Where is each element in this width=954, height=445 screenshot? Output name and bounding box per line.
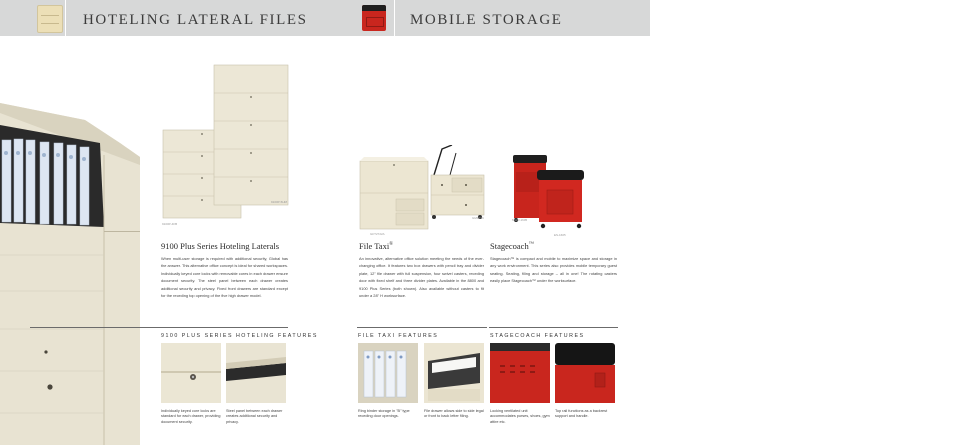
section-rule [30,327,288,328]
product-title-file-taxi: File Taxi® [359,241,393,251]
section-rule [357,327,487,328]
ventilated-unit-feature-photo [490,343,550,403]
product-code: ES-1605 [554,233,566,237]
product-description-laterals: When multi-user storage is required with additional security, Global has the answer. This alternative office concept is ideal for shared workspaces. Individually keyed core locks with removable cores in each drawer ensure document security. The steel panel between each drawer creates additional security and privacy. Fixed front drawers are standard except for the receding top opening of the five high drawer model. [161,256,288,299]
features-heading-file-taxi: FILE TAXI FEATURES [358,333,439,339]
steel-panel-feature-photo [226,343,286,403]
lateral-file-thumbnail-icon [37,5,63,33]
file-taxi-photo-large [428,145,486,220]
product-title-laterals: 9100 Plus Series Hoteling Laterals [161,241,280,251]
feature-caption: Locking ventilated unit accommodates purses, shoes, gym attire etc. [490,409,550,424]
header-bar [0,0,650,36]
product-title-stagecoach: Stagecoach™ [490,241,534,251]
product-code: GFT2722A [370,232,385,236]
header-divider [65,0,66,36]
file-drawer-feature-photo [424,343,484,403]
product-description-stagecoach: Stagecoach™ is compact and mobile to maximize space and storage in any work environment. This series also provides mobile temporary guest seating. Seating, filing and storage – all in one! The rotating casters easily place Stagecoach™ under the worksurface. [490,256,617,284]
lateral-file-photo-5-drawer [212,63,290,208]
top-rail-feature-photo [555,343,615,403]
feature-caption: Top rail functions as a backrest support and handle. [555,409,608,419]
product-code: GMFT36 [472,216,484,220]
feature-caption: Steel panel between each drawer creates additional security and privacy. [226,409,283,424]
feature-caption: File drawer allows side to side legal or front to back letter filing. [424,409,484,419]
file-taxi-photo-small [358,157,432,232]
product-code: MWR-1605 [512,218,528,222]
ring-binder-feature-photo [358,343,418,403]
features-heading-stagecoach: STAGECOACH FEATURES [490,333,585,339]
section-title-mobile-storage: MOBILE STORAGE [410,12,563,28]
product-code: 9100P-5HM [271,200,288,204]
section-rule [489,327,618,328]
lateral-file-detail-photo [0,95,140,445]
core-lock-feature-photo [161,343,221,403]
mobile-storage-thumbnail-icon [362,5,386,31]
product-code: 9100P-4FB [162,222,178,226]
product-description-file-taxi: An innovative, alternative office solution meeting the needs of the ever-changing office. It features two box drawers with pencil tray and divider plate, 12" file drawer with full suspension, four swivel casters, receding door with fixed shelf and three divider plates. Available in the 8800 and 9100 Plus Series (both shown). Also available without casters to fit under a 28" H worksurface. [359,256,484,299]
feature-caption: Individually keyed core locks are standard for each drawer, providing document security. [161,409,221,424]
features-heading-laterals: 9100 PLUS SERIES HOTELING FEATURES [161,333,318,339]
header-divider [394,0,395,36]
section-title-hoteling: HOTELING LATERAL FILES [83,12,308,28]
feature-caption: Ring binder storage in "B" type receding door openings. [358,409,410,419]
